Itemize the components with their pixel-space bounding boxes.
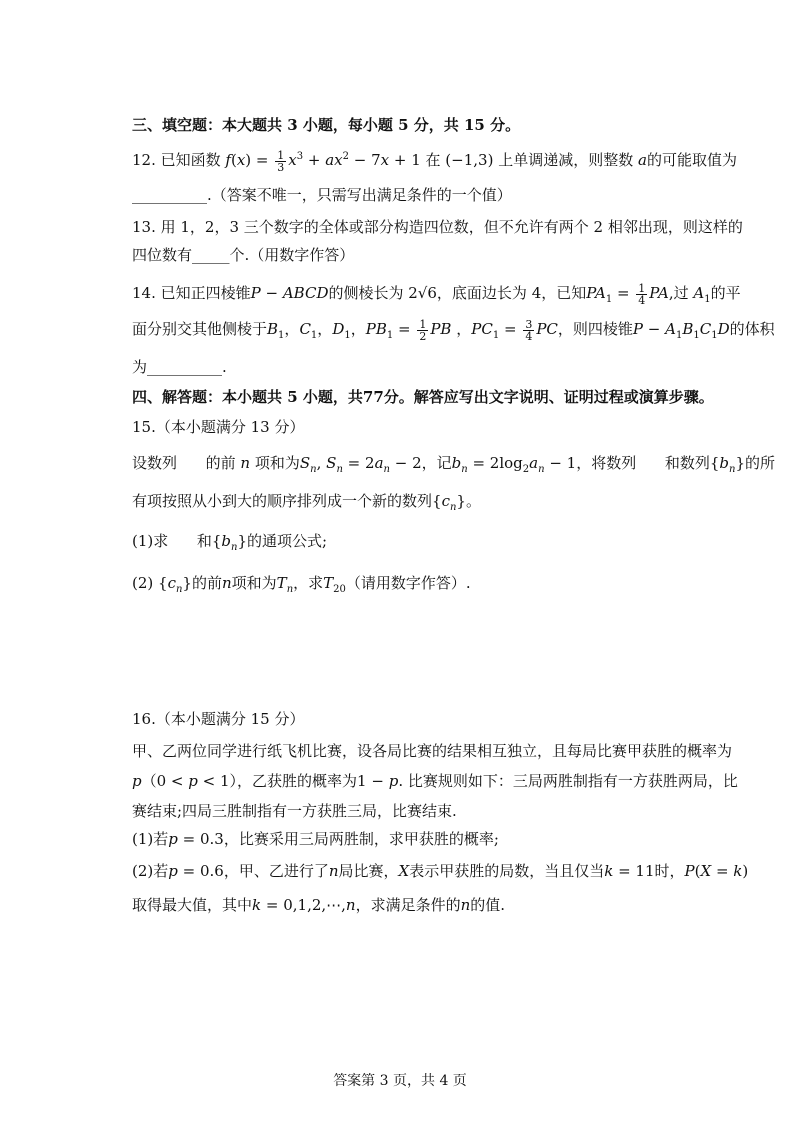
q13-line1: 13. 用 1，2，3 三个数字的全体或部分构造四位数，但不允许有两个 2 相邻出现，则这样的	[132, 218, 743, 236]
q14-t3: ，已知	[541, 284, 587, 302]
q15-l1a: 设数列	[132, 454, 178, 472]
q14-l2a: 面分别交其他侧棱于	[132, 320, 268, 338]
frac-1-4: $\frac{1}{4}$	[638, 281, 646, 307]
q15-line2: 有项按照从小到大的顺序排列成一个新的数列$\{c_n\}$。	[132, 492, 481, 513]
q16-line2: p（0 < p < 1），乙获胜的概率为1 − p. 比赛规则如下：三局两胜制指有一方获胜两局，比	[132, 772, 738, 790]
q15-part1: (1)求 和$\{b_n\}$的通项公式;	[132, 532, 328, 553]
q15-l2: 有项按照从小到大的顺序排列成一个新的数列	[132, 492, 433, 510]
q14-t1: 的侧棱长为	[328, 284, 404, 302]
q15-p1c: 的通项公式;	[247, 532, 328, 550]
q16-l2a: ，乙获胜的概率为	[237, 772, 358, 790]
q15-l1b: 的前	[205, 454, 236, 472]
q16-p2c: 局比赛，	[338, 862, 399, 880]
q15-l1d: ，记	[421, 454, 452, 472]
q14-prefix: 14. 已知正四棱锥	[132, 284, 251, 302]
q15-p2e: （请用数字作答）.	[345, 574, 471, 592]
q12-mid: 上单调递减，则整数	[498, 151, 634, 169]
q16-part1: (1)若p = 0.3，比赛采用三局两胜制，求甲获胜的概率;	[132, 830, 499, 848]
q15-p2a: (2)	[132, 574, 154, 592]
q14-t2: ，底面边长为	[436, 284, 527, 302]
q16-l5b: ，求满足条件的	[355, 896, 461, 914]
section-4-heading: 四、解答题：本小题共 5 小题，共77分。解答应写出文字说明、证明过程或演算步骤。	[132, 388, 714, 406]
frac-3-4: $\frac{3}{4}$	[525, 317, 533, 343]
q15-header: 15.（本小题满分 13 分）	[132, 418, 305, 436]
q16-header: 16.（本小题满分 15 分）	[132, 710, 305, 728]
q15-l1e: ，将数列	[576, 454, 637, 472]
q16-line3: 赛结束;四局三胜制指有一方获胜三局，比赛结束.	[132, 802, 457, 820]
q13-line2: 四位数有_____个.（用数字作答）	[132, 246, 355, 264]
q15-line1: 设数列 的前 n 项和为$S_n$, $S_n = 2a_n - 2$，记$b_n = 2\log_2a_n - 1$，将数列 和数列$\{b_n\}$的所	[132, 454, 776, 475]
q16-p1b: ，比赛采用三局两胜制，求甲获胜的概率;	[223, 830, 499, 848]
q14-l2c: 的体积	[729, 320, 775, 338]
q14-t4: ,过	[668, 284, 689, 302]
q16-l2b: . 比赛规则如下：三局两胜制指有一方获胜两局，比	[398, 772, 738, 790]
q15-p2c: 项和为	[231, 574, 277, 592]
q14-t5: 的平	[710, 284, 741, 302]
q15-p1a: (1)求	[132, 532, 169, 550]
q12-line2: __________.（答案不唯一，只需写出满足条件的一个值）	[132, 186, 512, 204]
q16-p2b: ，甲、乙进行了	[223, 862, 329, 880]
q15-l1g: 的所	[745, 454, 776, 472]
q14-line1: 14. 已知正四棱锥P − ABCD的侧棱长为 2√6，底面边长为 4，已知$PA_1$ = $\frac{1}{4}$ PA,过 $A_1$的平	[132, 281, 741, 307]
q16-p2e: 时，	[654, 862, 685, 880]
q16-l5c: 的值.	[470, 896, 506, 914]
q15-l1f: 和数列	[664, 454, 710, 472]
frac-1-2: $\frac{1}{2}$	[419, 317, 427, 343]
q14-l2b: ，则四棱锥	[557, 320, 633, 338]
q15-p2b: 的前	[191, 574, 222, 592]
frac-1-3: $\frac{1}{3}$	[277, 148, 285, 174]
q16-l5a: 取得最大值，其中	[132, 896, 253, 914]
section-3-heading: 三、填空题：本大题共 3 小题，每小题 5 分，共 15 分。	[132, 116, 521, 134]
q15-p1b: 和	[196, 532, 212, 550]
q16-part2: (2)若p = 0.6，甲、乙进行了n局比赛，X表示甲获胜的局数，当且仅当k = 11时，P(X = k)	[132, 862, 749, 880]
q12-tail: 的可能取值为	[646, 151, 737, 169]
q15-l2end: 。	[465, 492, 481, 510]
q12-prefix: 12. 已知函数	[132, 151, 221, 169]
q16-p2a: (2)若	[132, 862, 169, 880]
q16-p1a: (1)若	[132, 830, 169, 848]
q16-p2d: 表示甲获胜的局数，当且仅当	[409, 862, 605, 880]
q16-line5: 取得最大值，其中k = 0,1,2,⋯,n，求满足条件的n的值.	[132, 896, 506, 914]
q16-line1: 甲、乙两位同学进行纸飞机比赛，设各局比赛的结果相互独立，且每局比赛甲获胜的概率为	[132, 742, 733, 760]
q15-part2: (2) $\{c_n\}$的前n项和为$T_n$，求$T_{20}$（请用数字作答）.	[132, 574, 471, 595]
page-footer: 答案第 3 页，共 4 页	[333, 1073, 467, 1089]
q14-line3: 为__________.	[132, 358, 227, 376]
q15-p2d: ，求	[293, 574, 324, 592]
q12-line1: 12. 已知函数 f(x) = $\frac{1}{3}$ $x^3 + ax^2 - 7x + 1$ 在 (−1,3) 上单调递减，则整数 a的可能取值为	[132, 148, 737, 174]
q14-line2: 面分别交其他侧棱于$B_1$，$C_1$，$D_1$，$PB_1$ = $\frac{1}{2}$ PB ，$PC_1$ = $\frac{3}{4}$ PC，则四棱锥$P - A_1B_1C_1D$的体积	[132, 317, 775, 343]
q15-l1c: 项和为	[254, 454, 300, 472]
